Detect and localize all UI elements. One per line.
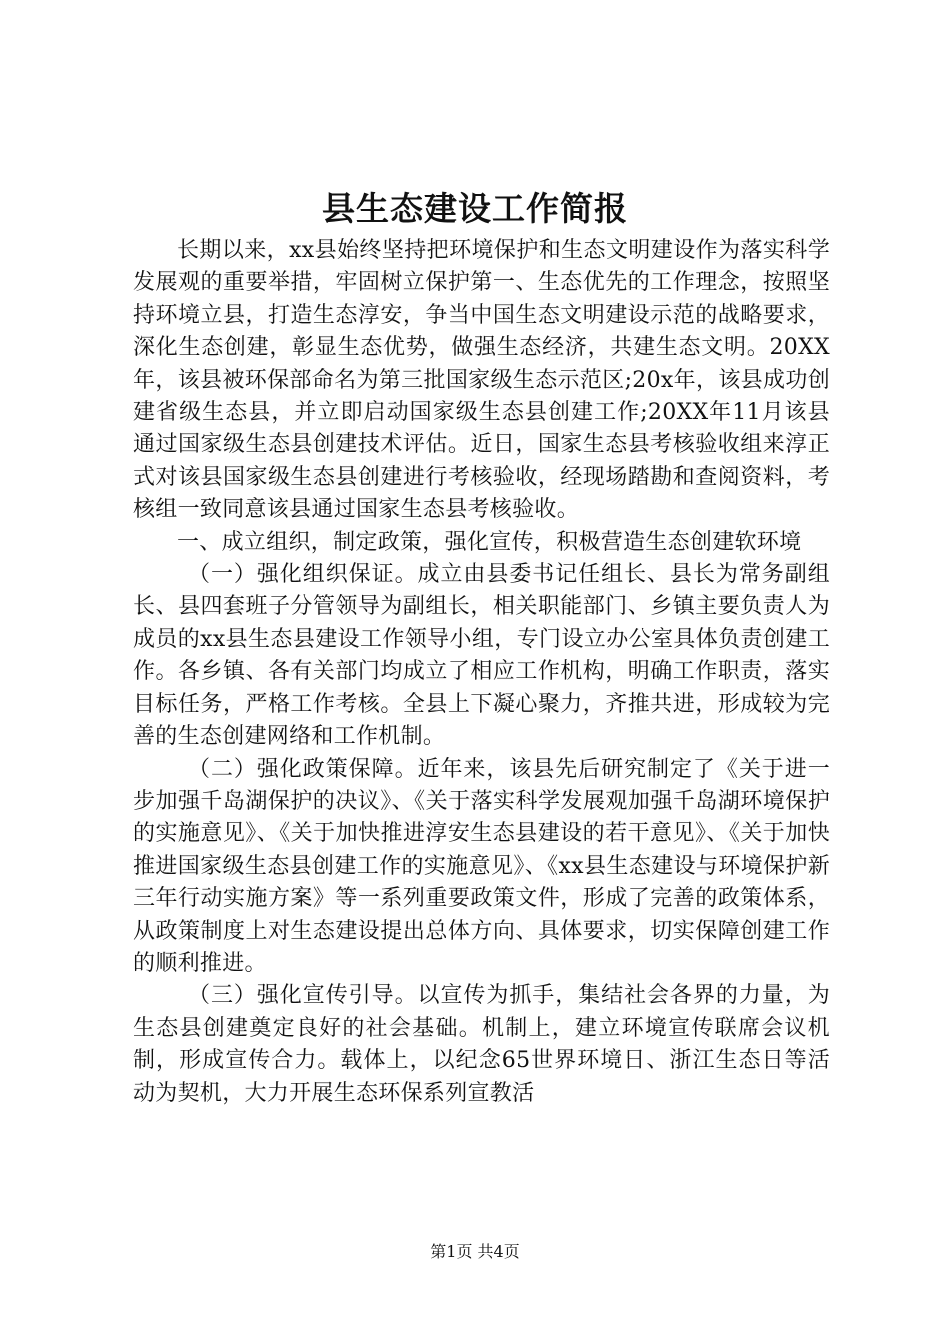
intro-paragraph: 长期以来，xx县始终坚持把环境保护和生态文明建设作为落实科学发展观的重要举措，牢固树立保护第一、生态优先的工作理念，按照坚持环境立县，打造生态淳安，争当中国生态文明建设示范的战略要求，深化生态创建，彰显生态优势，做强生态经济，共建生态文明。20XX年，该县被环保部命名为第三批国家级生态示范区;20x年，该县成功创建省级生态县，并立即启动国家级生态县创建工作;20XX年11月该县通过国家级生态县创建技术评估。近日，国家生态县考核验收组来淳正式对该县国家级生态县创建进行考核验收，经现场踏勘和查阅资料，考核组一致同意该县通过国家生态县考核验收。 (133, 238, 830, 523)
document-title: 县生态建设工作简报 (322, 189, 628, 228)
subsection-paragraph: （三）强化宣传引导。以宣传为抓手，集结社会各界的力量，为生态县创建奠定良好的社会基础。机制上，建立环境宣传联席会议机制，形成宣传合力。载体上，以纪念65世界环境日、浙江生态日等活动为契机，大力开展生态环保系列宣教活 (133, 983, 830, 1106)
page-number-footer: 第1页 共4页 (430, 1242, 520, 1261)
section-heading: 一、成立组织，制定政策，强化宣传，积极营造生态创建软环境 (177, 529, 802, 555)
subsection-paragraph: （二）强化政策保障。近年来，该县先后研究制定了《关于进一步加强千岛湖保护的决议》、《关于落实科学发展观加强千岛湖环境保护的实施意见》、《关于加快推进淳安生态县建设的若干意见》、《关于加快推进国家级生态县创建工作的实施意见》、《xx县生态建设与环境保护新三年行动实施方案》等一系列重要政策文件，形成了完善的政策体系，从政策制度上对生态建设提出总体方向、具体要求，切实保障创建工作的顺利推进。 (133, 756, 830, 976)
document-body (133, 235, 830, 1110)
subsection-paragraph: （一）强化组织保证。成立由县委书记任组长、县长为常务副组长、县四套班子分管领导为副组长，相关职能部门、乡镇主要负责人为成员的xx县生态县建设工作领导小组，专门设立办公室具体负责创建工作。各乡镇、各有关部门均成立了相应工作机构，明确工作职责，落实目标任务，严格工作考核。全县上下凝心聚力，齐推共进，形成较为完善的生态创建网络和工作机制。 (133, 562, 830, 750)
